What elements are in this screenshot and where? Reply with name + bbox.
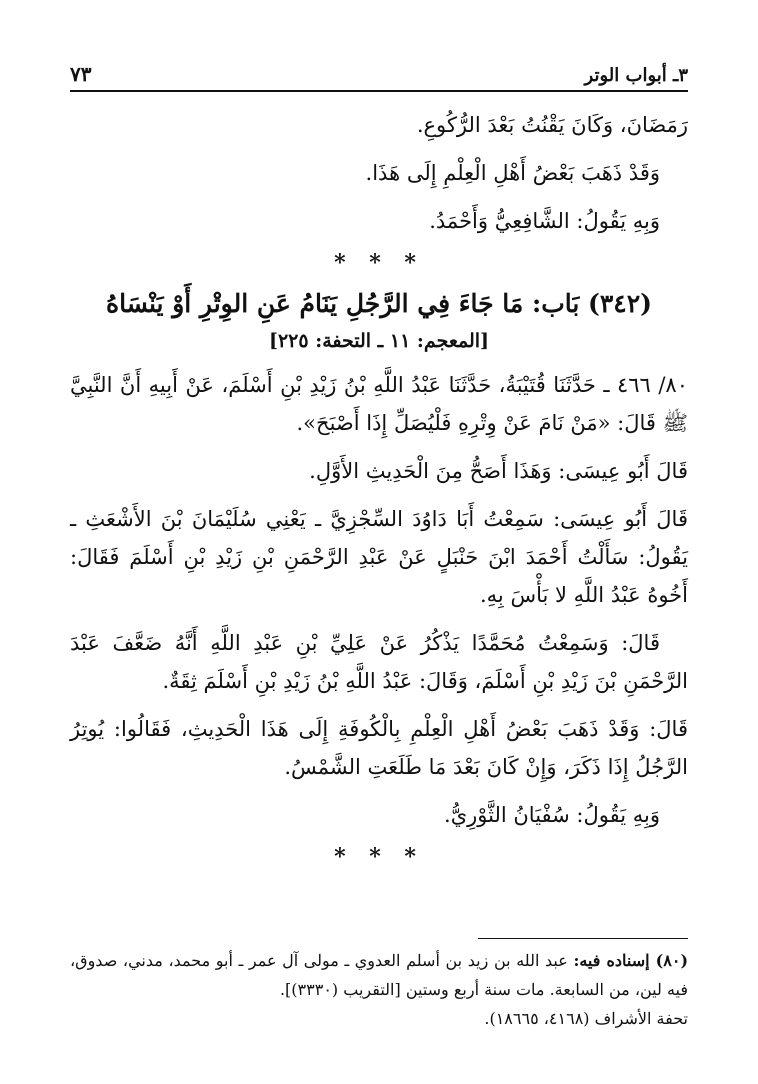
footnotes: [70, 946, 688, 1033]
footnote-2: تحفة الأشراف (٤١٦٨، ١٨٦٦٥).: [484, 1009, 688, 1028]
footnote-1-lead: (٨٠) إسناده فيه:: [573, 951, 689, 970]
running-head: [70, 56, 688, 92]
paragraph-8: وَبِهِ يَقُولُ: سُفْيَانُ الثَّوْرِيُّ.: [444, 803, 660, 827]
footnote-1: [70, 946, 688, 1004]
main-text: [70, 106, 688, 878]
paragraph-4: قَالَ أَبُو عِيسَى: وَهَذَا أَصَحُّ مِنَ الْحَدِيثِ الأَوَّلِ.: [309, 459, 688, 483]
footnote-divider: [478, 938, 688, 939]
paragraph-6: قَالَ: وَسَمِعْتُ مُحَمَّدًا يَذْكُرُ عَنْ عَلِيِّ بْنِ عَبْدِ اللَّهِ أَنَّهُ ضَعَّفَ عَبْدَ الرَّحْمَنِ بْنَ زَيْدِ بْنِ أَسْلَمَ، وَقَالَ: عَبْدُ اللَّهِ بْنُ زَيْدِ بْنِ أَسْلَمَ ثِقَةٌ.: [70, 631, 688, 693]
chapter-heading: ٣ـ أبواب الوتر: [584, 65, 688, 86]
section-separator: * * *: [334, 844, 424, 870]
chapter-title: (٣٤٢) بَاب: مَا جَاءَ فِي الرَّجُلِ يَنَامُ عَنِ الوِتْرِ أَوْ يَنْسَاهُ: [105, 289, 653, 318]
paragraph-5: قَالَ أَبُو عِيسَى: سَمِعْتُ أَبَا دَاوُدَ السِّجْزِيَّ ـ يَعْنِي سُلَيْمَانَ بْنَ الأَشْعَثِ ـ يَقُولُ: سَأَلْتُ أَحْمَدَ ابْنَ حَنْبَلٍ عَنْ عَبْدِ الرَّحْمَنِ بْنِ زَيْدِ بْنِ أَسْلَمَ فَقَالَ: أَخُوهُ عَبْدُ اللَّهِ لا بَأْسَ بِهِ.: [70, 507, 688, 607]
paragraph-2: وَقَدْ ذَهَبَ بَعْضُ أَهْلِ الْعِلْمِ إِلَى هَذَا.: [365, 161, 660, 185]
hadith-text: ٨٠/ ٤٦٦ ـ حَدَّثَنَا قُتَيْبَةُ، حَدَّثَنَا عَبْدُ اللَّهِ بْنُ زَيْدِ بْنِ أَسْلَمَ، عَنْ أَبِيهِ أَنَّ النَّبِيَّ ﷺ قَالَ: «مَنْ نَامَ عَنْ وِتْرِهِ فَلْيُصَلِّ إِذَا أَصْبَحَ».: [70, 373, 688, 435]
paragraph-1: رَمَضَانَ، وَكَانَ يَقْنُتُ بَعْدَ الرُّكُوعِ.: [416, 113, 688, 137]
chapter-reference: [المعجم: ١١ ـ التحفة: ٢٢٥]: [268, 330, 490, 352]
footnote-1-text: عبد الله بن زيد بن أسلم العدوي ـ مولى آل عمر ـ أبو محمد، مدني، صدوق، فيه لين، من السابعة. مات سنة أربع وستين [التقريب (٣٣٣٠)].: [70, 951, 688, 999]
section-separator: * * *: [334, 250, 424, 276]
page-number: ٧٣: [70, 62, 92, 86]
paragraph-3: وَبِهِ يَقُولُ: الشَّافِعِيُّ وَأَحْمَدُ.: [429, 209, 660, 233]
paragraph-7: قَالَ: وَقَدْ ذَهَبَ بَعْضُ أَهْلِ الْعِلْمِ بِالْكُوفَةِ إِلَى هَذَا الْحَدِيثِ، فَقَالُوا: يُوتِرُ الرَّجُلُ إِذَا ذَكَرَ، وَإِنْ كَانَ بَعْدَ مَا طَلَعَتِ الشَّمْسُ.: [70, 717, 688, 779]
